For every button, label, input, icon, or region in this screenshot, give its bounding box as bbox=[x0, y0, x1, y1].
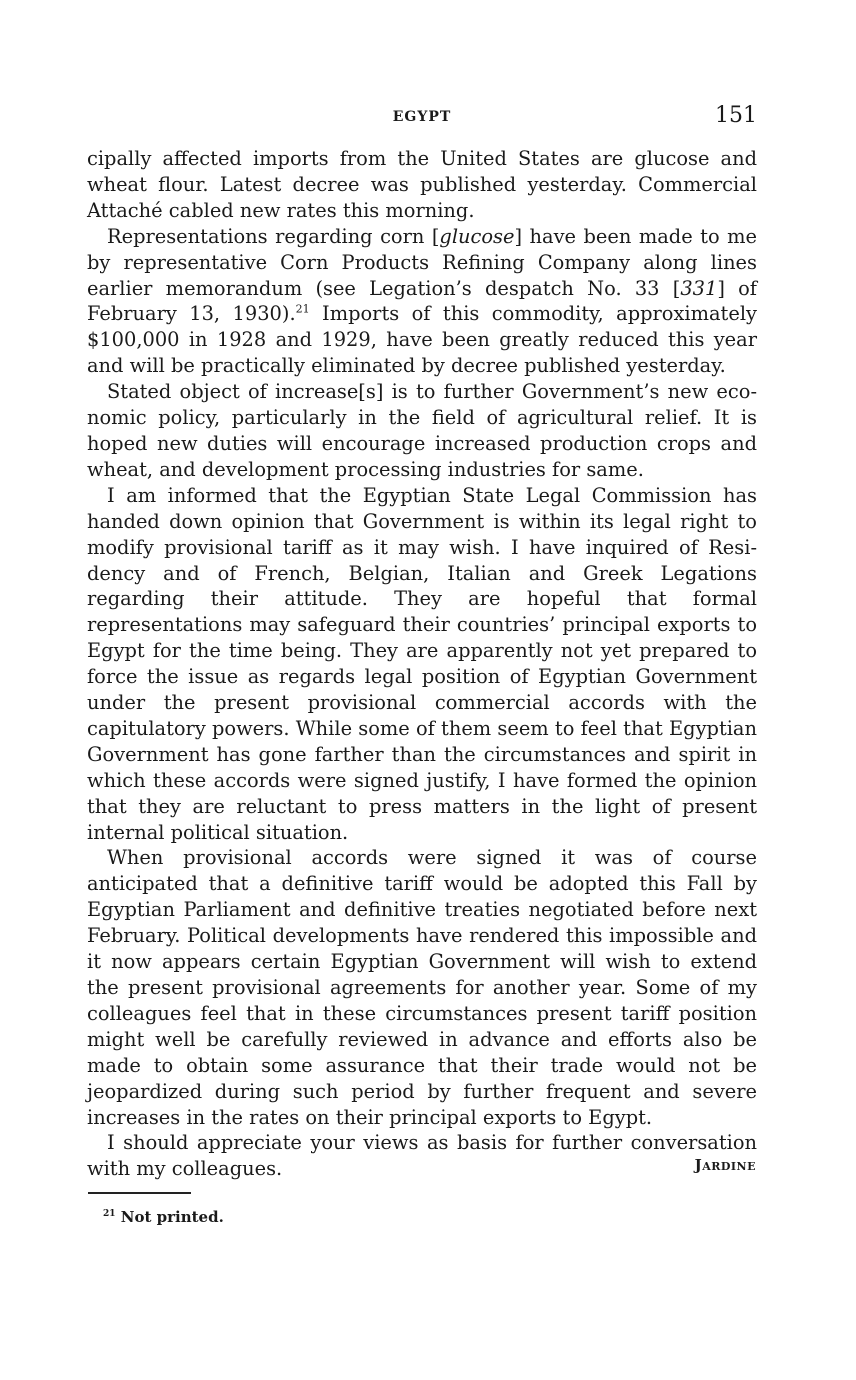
p2-text-c: ] have been made to me by representative Corn Products Refining Company along lines earlier memorandum (see Legation’s despatch No. 33 [ bbox=[87, 224, 757, 300]
footnote-divider bbox=[88, 1192, 191, 1194]
footnote bbox=[103, 1208, 224, 1226]
page-number: 151 bbox=[715, 103, 757, 128]
footnote-marker: 21 bbox=[103, 1209, 116, 1219]
paragraph-1: cipally affected imports from the United States are glucose and wheat flour. Latest decree was published yesterday. Commercial Attaché cabled new rates this morning. bbox=[87, 147, 757, 222]
footnote-text: Not printed. bbox=[115, 1208, 224, 1226]
p2-text-f: Imports of this commodity, approximately $100,000 in 1928 and 1929, have been greatly reduced this year and will be practically eliminated by decree published yesterday. bbox=[87, 302, 757, 378]
signature: Jardine bbox=[694, 1156, 756, 1174]
body-text bbox=[87, 146, 757, 1182]
p2-text-e: ] of February 13, 1930). bbox=[87, 276, 757, 326]
paragraph-2 bbox=[87, 224, 757, 379]
paragraph-5: When provisional accords were signed it was of course anticipated that a definitive tariff would be adopted this Fall by Egyptian Parliament and definitive treaties negotiated before next February. Political developments have rendered this impossible and it now appears certain Egyptian Government will wish to extend the present provisional agreements for another year. Some of my colleagues feel that in these circumstances present tariff position might well be carefully reviewed in advance and efforts also be made to obtain some assurance that their trade would not be jeopardized during such period by further frequent and severe increases in the rates on their principal exports to Egypt. bbox=[87, 846, 757, 1129]
footnote-reference: 21 bbox=[295, 302, 310, 316]
p2-italic-glucose: glucose bbox=[439, 224, 515, 248]
p2-text-a: Representations regarding corn [ bbox=[107, 224, 440, 248]
paragraph-6: I should appreciate your views as basis for further conversation with my colleagues. bbox=[87, 1131, 757, 1181]
running-title: EGYPT bbox=[392, 109, 452, 125]
paragraph-3: Stated object of increase[s] is to further Government’s new economic policy, particularly in the field of agricultural relief. It is hoped new duties will encourage increased production crops and wheat, and development processing industries for same. bbox=[87, 380, 757, 481]
p2-italic-despatch-number: 331 bbox=[680, 276, 718, 300]
paragraph-4: I am informed that the Egyptian State Legal Commission has handed down opinion that Government is within its legal right to modify provisional tariff as it may wish. I have inquired of Residency and of French, Belgian, Italian and Greek Legations regarding their attitude. They are hopeful that formal representations may safeguard their countries’ principal exports to Egypt for the time being. They are apparently not yet prepared to force the issue as regards legal position of Egyptian Government under the present provisional commercial accords with the capitulatory powers. While some of them seem to feel that Egyptian Government has gone farther than the circumstances and spirit in which these accords were signed justify, I have formed the opinion that they are reluctant to press matters in the light of present internal political situation. bbox=[87, 483, 757, 844]
running-head bbox=[87, 103, 757, 131]
